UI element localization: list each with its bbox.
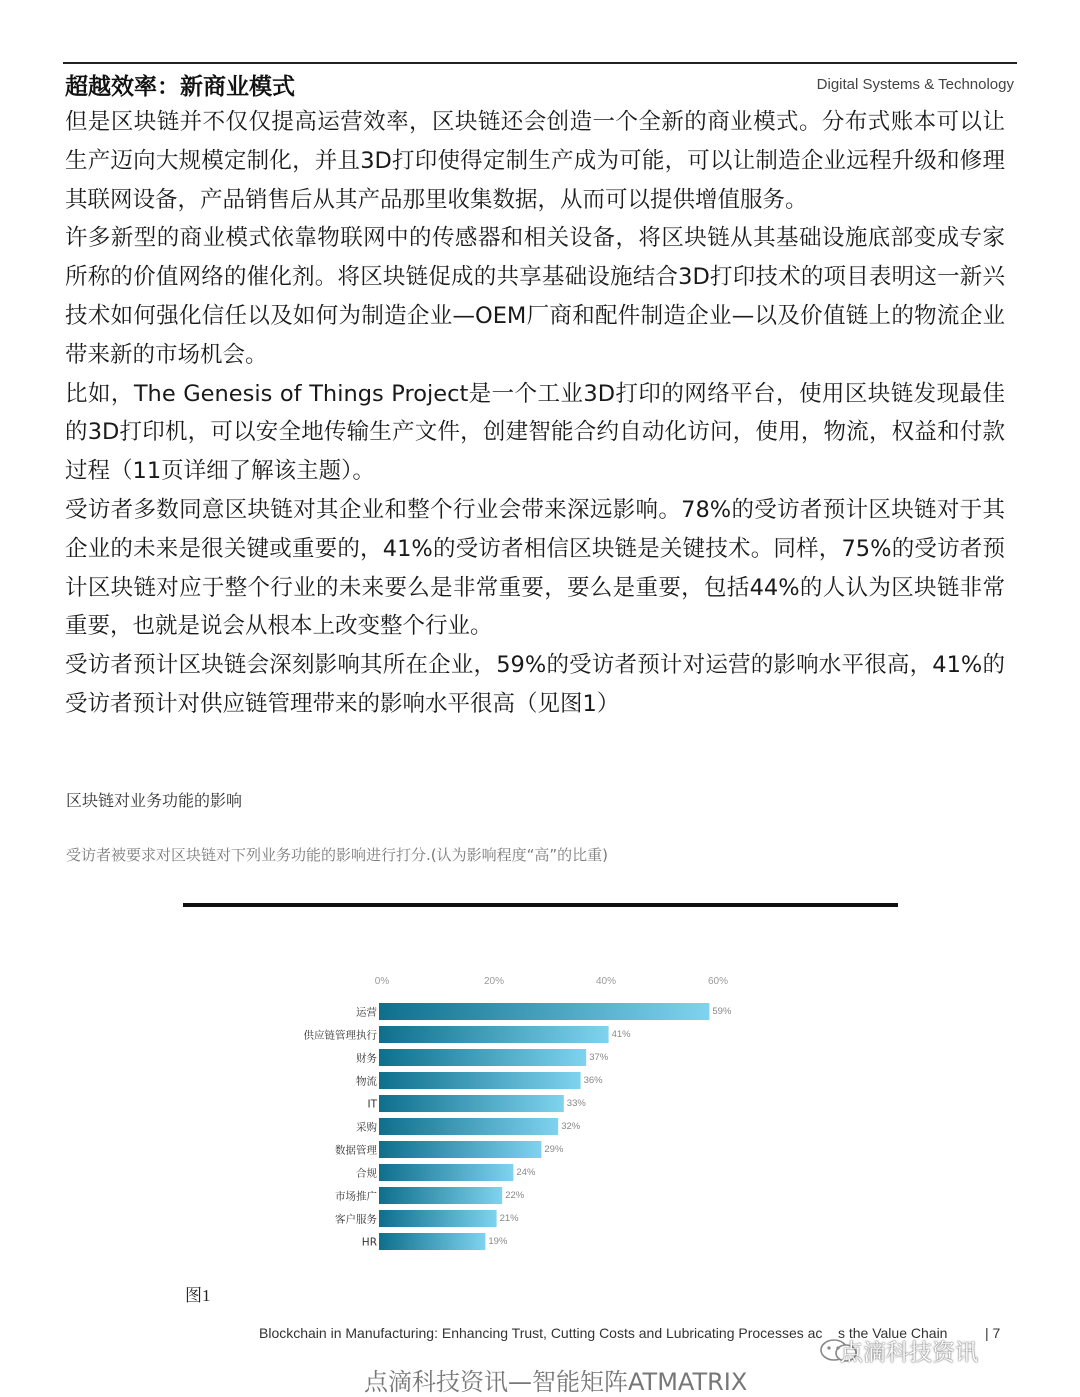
footer-citation-tail: s the Value Chain bbox=[837, 1325, 948, 1341]
data-label: 21% bbox=[499, 1213, 519, 1224]
data-label: 24% bbox=[516, 1167, 536, 1178]
bar bbox=[379, 1003, 709, 1020]
category-label: 供应链管理执行 bbox=[303, 1029, 377, 1042]
category-label: 运营 bbox=[356, 1006, 377, 1019]
paragraph: 比如，The Genesis of Things Project是一个工业3D打印的网络平台，使用区块链发现最佳的3D打印机，可以安全地传输生产文件，创建智能合约自动化访问，使用，物流，权益和付款过程（11页详细了解该主题）。 bbox=[65, 380, 1005, 485]
bar bbox=[379, 1210, 497, 1227]
data-label: 19% bbox=[488, 1236, 508, 1247]
category-label: HR bbox=[361, 1236, 377, 1249]
page-number: | 7 bbox=[985, 1325, 1001, 1341]
x-tick-label: 0% bbox=[374, 976, 390, 987]
paragraph: 许多新型的商业模式依靠物联网中的传感器和相关设备，将区块链从其基础设施底部变成专家所称的价值网络的催化剂。将区块链促成的共享基础设施结合3D打印技术的项目表明这一新兴技术如何强化信任以及如何为制造企业—OEM厂商和配件制造企业—以及价值链上的物流企业带来新的市场机会。 bbox=[65, 225, 1005, 368]
paragraph: 受访者预计区块链会深刻影响其所在企业，59%的受访者预计对运营的影响水平很高，41%的受访者预计对供应链管理带来的影响水平很高（见图1） bbox=[65, 652, 1005, 717]
x-tick-label: 20% bbox=[483, 976, 505, 987]
category-label: 财务 bbox=[356, 1052, 377, 1065]
category-label: 数据管理 bbox=[335, 1144, 377, 1157]
bar bbox=[379, 1187, 502, 1204]
brand-name: Digital Systems & Technology bbox=[816, 76, 1014, 93]
bar bbox=[379, 1072, 581, 1089]
figure-rule bbox=[183, 903, 898, 907]
paragraph: 但是区块链并不仅仅提高运营效率，区块链还会创造一个全新的商业模式。分布式账本可以让生产迈向大规模定制化，并且3D打印使得定制生产成为可能，可以让制造企业远程升级和修理其联网设备，产品销售后从其产品那里收集数据，从而可以提供增值服务。 bbox=[65, 109, 1005, 213]
category-label: 物流 bbox=[356, 1075, 377, 1088]
data-label: 32% bbox=[561, 1121, 581, 1132]
footer-citation-text: Blockchain in Manufacturing: Enhancing Trust, Cutting Costs and Lubricating Processes ac bbox=[259, 1325, 823, 1341]
data-label: 29% bbox=[544, 1144, 564, 1155]
bar bbox=[379, 1118, 558, 1135]
data-label: 59% bbox=[712, 1006, 732, 1017]
bar bbox=[379, 1049, 586, 1066]
body-text bbox=[65, 103, 1005, 724]
x-tick-label: 40% bbox=[595, 976, 617, 987]
data-label: 33% bbox=[566, 1098, 586, 1109]
data-label: 41% bbox=[611, 1029, 631, 1040]
footer-citation: Blockchain in Manufacturing: Enhancing Trust, Cutting Costs and Lubricating Processes ac .. s the Value Chain bbox=[259, 1325, 948, 1341]
figure-title: 区块链对业务功能的影响 bbox=[66, 791, 243, 810]
bar bbox=[379, 1026, 609, 1043]
category-label: 客户服务 bbox=[335, 1213, 377, 1226]
data-label: 37% bbox=[589, 1052, 609, 1063]
bar bbox=[379, 1233, 485, 1250]
header-rule bbox=[63, 62, 1017, 64]
section-title: 超越效率：新商业模式 bbox=[65, 73, 295, 100]
data-label: 22% bbox=[505, 1190, 525, 1201]
data-label: 36% bbox=[583, 1075, 603, 1086]
paragraph: 受访者多数同意区块链对其企业和整个行业会带来深远影响。78%的受访者预计区块链对于其企业的未来是很关键或重要的，41%的受访者相信区块链是关键技术。同样，75%的受访者预计区块链对应于整个行业的未来要么是非常重要，要么是重要，包括44%的人认为区块链非常重要，也就是说会从根本上改变整个行业。 bbox=[65, 496, 1005, 640]
figure-subtitle: 受访者被要求对区块链对下列业务功能的影响进行打分.(认为影响程度“高”的比重) bbox=[66, 846, 609, 864]
bar-chart bbox=[0, 960, 1080, 1270]
bar bbox=[379, 1095, 564, 1112]
bottom-caption: 点滴科技资讯—智能矩阵ATMATRIX bbox=[364, 1368, 748, 1396]
figure-label: 图1 bbox=[185, 1286, 211, 1305]
category-label: 合规 bbox=[356, 1167, 377, 1180]
bar bbox=[379, 1141, 541, 1158]
category-label: 市场推广 bbox=[335, 1190, 377, 1203]
bar bbox=[379, 1164, 513, 1181]
category-label: 采购 bbox=[356, 1121, 377, 1134]
category-label: IT bbox=[367, 1098, 377, 1111]
watermark: 点滴科技资讯 bbox=[840, 1340, 978, 1366]
x-tick-label: 60% bbox=[707, 976, 729, 987]
